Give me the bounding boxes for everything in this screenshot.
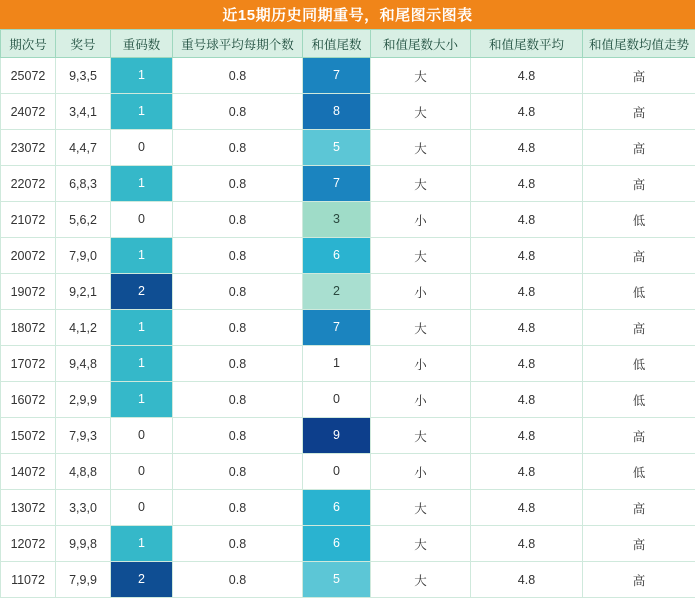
cell-duplicate-count [111,130,173,166]
cell-duplicate-count-value: 1 [111,238,172,273]
cell-sum-tail-trend [583,166,695,202]
cell-period-value: 13072 [11,501,46,515]
cell-period-value: 18072 [11,321,46,335]
cell-sum-tail-trend [583,490,695,526]
cell-sum-tail-value: 8 [303,94,370,129]
cell-duplicate-count-value: 1 [111,310,172,345]
table-row [1,490,695,526]
cell-prize-value: 3,4,1 [69,105,97,119]
cell-sum-tail-average [471,526,583,562]
cell-duplicate-count-value: 1 [111,526,172,561]
table-row [1,238,695,274]
cell-sum-tail-average [471,310,583,346]
cell-duplicate-count-value: 0 [111,418,172,453]
cell-prize [56,346,111,382]
cell-duplicate-average-value: 0.8 [229,177,246,191]
table-row [1,562,695,598]
cell-duplicate-average [173,454,303,490]
cell-sum-tail-size-value: 大 [414,322,427,336]
cell-period [1,526,56,562]
cell-sum-tail-trend-value: 高 [633,322,646,336]
cell-sum-tail-trend [583,274,695,310]
cell-period [1,454,56,490]
cell-prize [56,238,111,274]
cell-sum-tail-average-value: 4.8 [518,429,535,443]
cell-duplicate-count-value: 1 [111,382,172,417]
cell-sum-tail-size [371,238,471,274]
cell-sum-tail [303,490,371,526]
cell-sum-tail-value: 2 [303,274,370,309]
cell-sum-tail-value: 6 [303,526,370,561]
cell-duplicate-count [111,526,173,562]
cell-duplicate-average [173,166,303,202]
cell-sum-tail-average-value: 4.8 [518,321,535,335]
cell-duplicate-count-value: 0 [111,454,172,489]
cell-sum-tail [303,526,371,562]
cell-sum-tail-trend [583,526,695,562]
column-header-prize: 奖号 [56,30,111,58]
cell-sum-tail-size [371,166,471,202]
cell-duplicate-average [173,310,303,346]
cell-period-value: 16072 [11,393,46,407]
cell-period-value: 17072 [11,357,46,371]
table-row [1,58,695,94]
cell-duplicate-average [173,202,303,238]
cell-duplicate-average [173,238,303,274]
cell-period-value: 14072 [11,465,46,479]
cell-sum-tail-average-value: 4.8 [518,501,535,515]
cell-prize-value: 4,1,2 [69,321,97,335]
cell-prize [56,454,111,490]
cell-period-value: 20072 [11,249,46,263]
cell-sum-tail-trend [583,202,695,238]
cell-duplicate-average-value: 0.8 [229,105,246,119]
cell-sum-tail-average [471,418,583,454]
cell-sum-tail-average-value: 4.8 [518,213,535,227]
cell-sum-tail [303,454,371,490]
cell-period-value: 15072 [11,429,46,443]
cell-sum-tail-trend [583,418,695,454]
cell-sum-tail-size-value: 大 [414,574,427,588]
chart-title-bar [0,0,695,29]
column-header-period: 期次号 [1,30,56,58]
cell-sum-tail [303,130,371,166]
cell-sum-tail-size-value: 小 [414,214,427,228]
cell-sum-tail-size-value: 大 [414,502,427,516]
cell-duplicate-count-value: 1 [111,94,172,129]
cell-duplicate-count [111,274,173,310]
cell-period-value: 24072 [11,105,46,119]
cell-period [1,382,56,418]
cell-sum-tail-trend [583,58,695,94]
cell-sum-tail-size [371,418,471,454]
cell-duplicate-average-value: 0.8 [229,573,246,587]
cell-sum-tail-average-value: 4.8 [518,537,535,551]
cell-sum-tail-value: 6 [303,490,370,525]
cell-prize-value: 7,9,9 [69,573,97,587]
cell-period [1,310,56,346]
cell-prize-value: 9,9,8 [69,537,97,551]
cell-prize [56,274,111,310]
table-header-row [1,30,695,58]
table-row [1,94,695,130]
cell-duplicate-average-value: 0.8 [229,321,246,335]
cell-sum-tail-trend [583,346,695,382]
cell-sum-tail-trend [583,562,695,598]
cell-prize [56,130,111,166]
cell-sum-tail-average-value: 4.8 [518,357,535,371]
cell-sum-tail-average [471,130,583,166]
cell-prize [56,310,111,346]
cell-sum-tail-trend-value: 低 [633,358,646,372]
cell-duplicate-average [173,274,303,310]
cell-sum-tail-trend-value: 高 [633,178,646,192]
cell-period [1,166,56,202]
cell-sum-tail-size [371,526,471,562]
cell-duplicate-count [111,562,173,598]
cell-sum-tail-average [471,382,583,418]
cell-prize [56,526,111,562]
cell-sum-tail-size [371,454,471,490]
cell-duplicate-count [111,454,173,490]
cell-sum-tail [303,382,371,418]
cell-sum-tail-size [371,562,471,598]
cell-period-value: 19072 [11,285,46,299]
cell-duplicate-count [111,310,173,346]
cell-sum-tail-value: 7 [303,58,370,93]
cell-duplicate-average [173,346,303,382]
cell-duplicate-average-value: 0.8 [229,213,246,227]
cell-period-value: 21072 [11,213,46,227]
cell-duplicate-count-value: 2 [111,274,172,309]
cell-period-value: 11072 [11,573,45,587]
cell-sum-tail-size [371,58,471,94]
cell-period-value: 22072 [11,177,46,191]
cell-duplicate-average-value: 0.8 [229,429,246,443]
cell-period [1,346,56,382]
cell-sum-tail [303,274,371,310]
cell-sum-tail-size [371,382,471,418]
cell-sum-tail-average [471,166,583,202]
cell-sum-tail-size [371,490,471,526]
cell-duplicate-count-value: 0 [111,202,172,237]
cell-sum-tail-trend-value: 低 [633,466,646,480]
cell-duplicate-count [111,238,173,274]
cell-sum-tail [303,238,371,274]
table-header [1,30,695,58]
cell-sum-tail [303,94,371,130]
cell-duplicate-average-value: 0.8 [229,465,246,479]
cell-sum-tail-value: 3 [303,202,370,237]
cell-sum-tail-value: 5 [303,130,370,165]
cell-sum-tail-average [471,490,583,526]
table-row [1,274,695,310]
cell-sum-tail-average-value: 4.8 [518,69,535,83]
cell-duplicate-count [111,346,173,382]
cell-sum-tail-average [471,58,583,94]
cell-sum-tail-size-value: 小 [414,466,427,480]
cell-sum-tail-size-value: 大 [414,178,427,192]
cell-duplicate-average [173,58,303,94]
cell-sum-tail-value: 0 [303,454,370,489]
cell-period [1,490,56,526]
cell-period-value: 12072 [11,537,46,551]
cell-duplicate-average-value: 0.8 [229,141,246,155]
cell-sum-tail-size [371,202,471,238]
cell-sum-tail-value: 7 [303,310,370,345]
cell-duplicate-average [173,130,303,166]
table-body [1,58,695,598]
cell-sum-tail-value: 1 [303,346,370,381]
cell-sum-tail-average [471,202,583,238]
cell-sum-tail-average [471,94,583,130]
cell-duplicate-average-value: 0.8 [229,285,246,299]
cell-sum-tail-average-value: 4.8 [518,141,535,155]
cell-sum-tail-trend-value: 高 [633,430,646,444]
cell-prize [56,202,111,238]
cell-sum-tail-average [471,562,583,598]
cell-sum-tail [303,346,371,382]
cell-sum-tail-average [471,346,583,382]
cell-prize-value: 6,8,3 [69,177,97,191]
cell-sum-tail-average [471,238,583,274]
cell-sum-tail-trend-value: 高 [633,574,646,588]
cell-sum-tail-value: 0 [303,382,370,417]
table-row [1,166,695,202]
cell-sum-tail [303,562,371,598]
cell-period [1,418,56,454]
cell-sum-tail-trend-value: 高 [633,70,646,84]
cell-prize-value: 9,4,8 [69,357,97,371]
cell-sum-tail-average-value: 4.8 [518,249,535,263]
cell-duplicate-average [173,382,303,418]
column-header-sum-tail: 和值尾数 [303,30,371,58]
cell-sum-tail-size-value: 大 [414,430,427,444]
cell-sum-tail-size [371,130,471,166]
cell-sum-tail-size-value: 小 [414,358,427,372]
cell-sum-tail-size-value: 大 [414,106,427,120]
cell-duplicate-count-value: 0 [111,490,172,525]
cell-duplicate-average-value: 0.8 [229,249,246,263]
cell-sum-tail-size-value: 大 [414,70,427,84]
cell-prize [56,562,111,598]
cell-sum-tail-size [371,274,471,310]
cell-sum-tail-trend-value: 高 [633,502,646,516]
cell-prize [56,58,111,94]
cell-sum-tail-size [371,310,471,346]
cell-sum-tail [303,202,371,238]
cell-sum-tail-trend-value: 高 [633,250,646,264]
table-row [1,526,695,562]
cell-sum-tail [303,166,371,202]
cell-prize-value: 9,2,1 [69,285,97,299]
cell-sum-tail-average [471,454,583,490]
cell-prize-value: 7,9,0 [69,249,97,263]
cell-duplicate-count [111,202,173,238]
cell-sum-tail-trend [583,454,695,490]
cell-duplicate-count-value: 1 [111,166,172,201]
cell-sum-tail-trend-value: 高 [633,106,646,120]
cell-prize-value: 5,6,2 [69,213,97,227]
cell-period [1,562,56,598]
cell-prize [56,490,111,526]
cell-sum-tail-size-value: 大 [414,142,427,156]
column-header-duplicate-average: 重号球平均每期个数 [173,30,303,58]
cell-sum-tail-average-value: 4.8 [518,393,535,407]
cell-duplicate-count [111,166,173,202]
cell-sum-tail-average-value: 4.8 [518,177,535,191]
cell-sum-tail-trend [583,94,695,130]
cell-duplicate-count [111,382,173,418]
cell-period [1,58,56,94]
cell-period [1,274,56,310]
cell-sum-tail-average-value: 4.8 [518,105,535,119]
table-row [1,310,695,346]
cell-sum-tail-size [371,94,471,130]
cell-sum-tail-value: 7 [303,166,370,201]
cell-sum-tail-trend-value: 高 [633,142,646,156]
cell-sum-tail-trend-value: 低 [633,394,646,408]
cell-prize-value: 4,4,7 [69,141,97,155]
cell-sum-tail-trend-value: 高 [633,538,646,552]
cell-sum-tail-value: 6 [303,238,370,273]
cell-prize-value: 2,9,9 [69,393,97,407]
cell-sum-tail-average [471,274,583,310]
cell-period [1,202,56,238]
cell-duplicate-count [111,490,173,526]
table-row [1,130,695,166]
cell-duplicate-average [173,490,303,526]
history-table [0,29,695,598]
cell-sum-tail-trend-value: 低 [633,214,646,228]
cell-sum-tail-trend [583,238,695,274]
cell-sum-tail-size [371,346,471,382]
cell-prize-value: 7,9,3 [69,429,97,443]
cell-sum-tail-trend [583,310,695,346]
cell-period [1,94,56,130]
column-header-sum-tail-size: 和值尾数大小 [371,30,471,58]
cell-duplicate-count [111,94,173,130]
cell-duplicate-average [173,94,303,130]
cell-duplicate-average-value: 0.8 [229,537,246,551]
cell-prize-value: 3,3,0 [69,501,97,515]
column-header-sum-tail-trend: 和值尾数均值走势 [583,30,695,58]
cell-sum-tail-trend [583,130,695,166]
cell-sum-tail-average-value: 4.8 [518,573,535,587]
cell-prize [56,166,111,202]
cell-sum-tail-size-value: 小 [414,286,427,300]
page-title: 近15期历史同期重号，和尾图示图表 [222,4,472,25]
cell-sum-tail [303,58,371,94]
cell-period [1,130,56,166]
cell-sum-tail-value: 5 [303,562,370,597]
cell-period-value: 25072 [11,69,46,83]
cell-duplicate-count [111,418,173,454]
cell-duplicate-average-value: 0.8 [229,357,246,371]
cell-duplicate-average-value: 0.8 [229,501,246,515]
cell-duplicate-average [173,418,303,454]
cell-prize [56,418,111,454]
cell-prize [56,382,111,418]
table-row [1,382,695,418]
cell-sum-tail-size-value: 大 [414,538,427,552]
table-row [1,346,695,382]
cell-period [1,238,56,274]
cell-period-value: 23072 [11,141,46,155]
cell-duplicate-average [173,526,303,562]
cell-sum-tail-trend [583,382,695,418]
cell-duplicate-average-value: 0.8 [229,393,246,407]
column-header-sum-tail-average: 和值尾数平均 [471,30,583,58]
cell-duplicate-count-value: 0 [111,130,172,165]
cell-prize-value: 9,3,5 [69,69,97,83]
cell-sum-tail-average-value: 4.8 [518,465,535,479]
cell-sum-tail-value: 9 [303,418,370,453]
cell-duplicate-count [111,58,173,94]
table-row [1,418,695,454]
cell-sum-tail-size-value: 大 [414,250,427,264]
cell-sum-tail [303,310,371,346]
cell-duplicate-count-value: 2 [111,562,172,597]
cell-prize [56,94,111,130]
cell-sum-tail [303,418,371,454]
cell-duplicate-average-value: 0.8 [229,69,246,83]
cell-duplicate-count-value: 1 [111,58,172,93]
cell-sum-tail-size-value: 小 [414,394,427,408]
cell-prize-value: 4,8,8 [69,465,97,479]
cell-duplicate-average [173,562,303,598]
table-row [1,202,695,238]
cell-duplicate-count-value: 1 [111,346,172,381]
column-header-duplicate-count: 重码数 [111,30,173,58]
cell-sum-tail-average-value: 4.8 [518,285,535,299]
cell-sum-tail-trend-value: 低 [633,286,646,300]
table-row [1,454,695,490]
